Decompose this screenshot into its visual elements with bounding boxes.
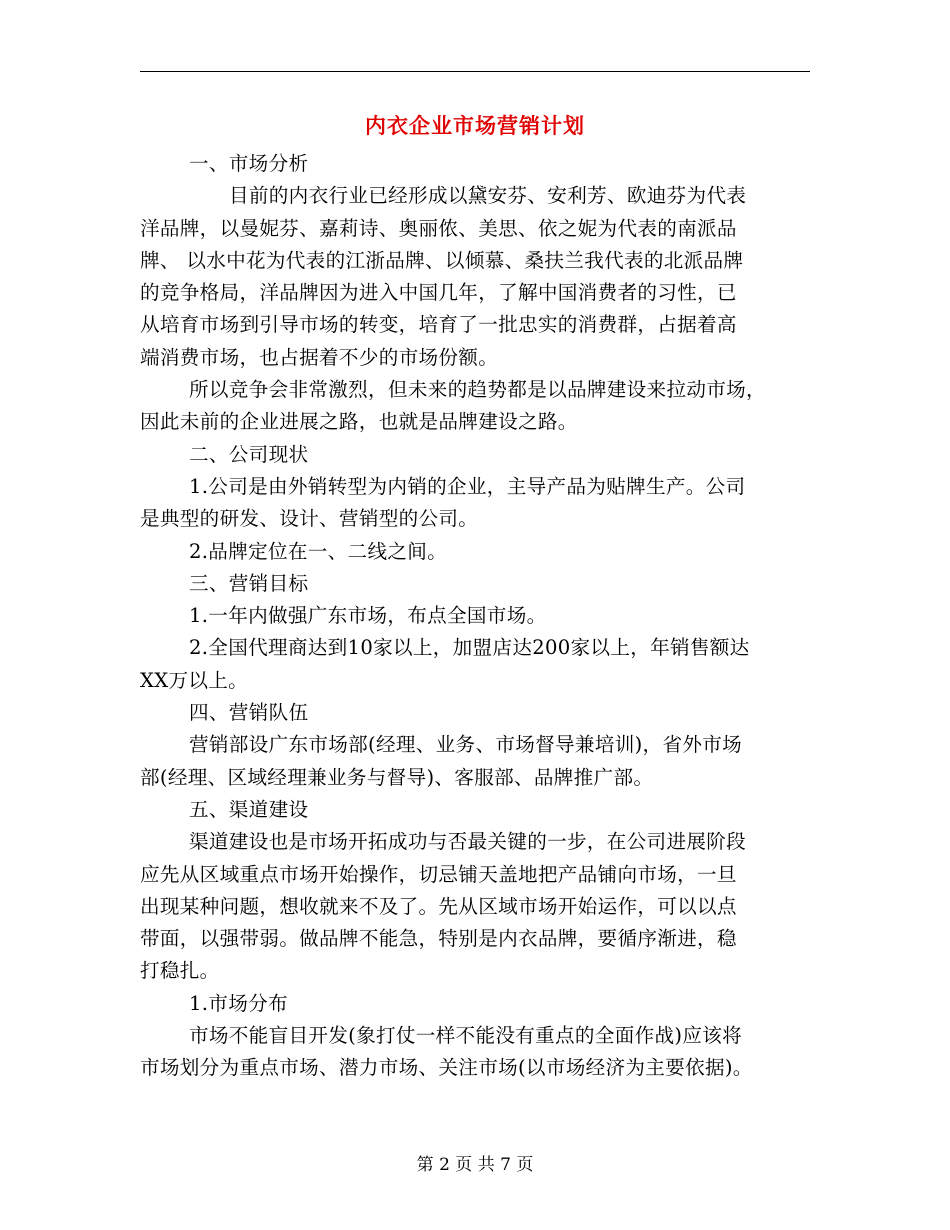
paragraph-line: 的竞争格局，洋品牌因为进入中国几年，了解中国消费者的习性，已 (140, 281, 737, 305)
paragraph-line: 是典型的研发、设计、营销型的公司。 (140, 507, 479, 531)
document-body (140, 148, 812, 1085)
paragraph-first-line: 营销部设广东市场部(经理、业务、市场督导兼培训)，省外市场 (189, 733, 743, 757)
document-title: 内衣企业市场营销计划 (365, 114, 585, 138)
paragraph-line: 洋品牌，以曼妮芬、嘉莉诗、奥丽侬、美思、依之妮为代表的南派品 (140, 216, 737, 240)
paragraph-first-line: 目前的内衣行业已经形成以黛安芬、安利芳、欧迪芬为代表 (229, 184, 747, 208)
paragraph-line: 市场划分为重点市场、潜力市场、关注市场(以市场经济为主要依据)。 (140, 1056, 753, 1080)
paragraph-first-line: 渠道建设也是市场开拓成功与否最关键的一步，在公司进展阶段 (189, 830, 747, 854)
paragraph-first-line: 三、营销目标 (189, 571, 309, 595)
page-footer: 第 2 页 共 7 页 (416, 1155, 534, 1175)
paragraph-line: 出现某种问题，想收就来不及了。先从区域市场开始运作，可以以点 (140, 894, 737, 918)
paragraph-line: 应先从区域重点市场开始操作，切忌铺天盖地把产品铺向市场，一旦 (140, 862, 737, 886)
paragraph-line: 因此未前的企业进展之路，也就是品牌建设之路。 (140, 410, 578, 434)
header-rule (140, 71, 810, 72)
paragraph-line: XX万以上。 (140, 668, 249, 692)
paragraph-first-line: 1.市场分布 (189, 991, 288, 1015)
paragraph-first-line: 所以竞争会非常激烈，但未来的趋势都是以品牌建设来拉动市场， (189, 378, 766, 402)
paragraph-first-line: 一、市场分析 (189, 152, 309, 175)
paragraph-first-line: 2.全国代理商达到10家以上，加盟店达200家以上，年销售额达 (189, 636, 750, 660)
paragraph-line: 端消费市场，也占据着不少的市场份额。 (140, 345, 499, 369)
paragraph-line: 牌、 以水中花为代表的江浙品牌、以倾慕、桑扶兰我代表的北派品牌 (140, 248, 744, 272)
paragraph-first-line: 2.品牌定位在一、二线之间。 (189, 539, 448, 563)
paragraph-line: 部(经理、区域经理兼业务与督导)、客服部、品牌推广部。 (140, 765, 654, 789)
paragraph-line: 从培育市场到引导市场的转变，培育了一批忠实的消费群，占据着高 (140, 313, 737, 337)
paragraph-line: 带面，以强带弱。做品牌不能急，特别是内衣品牌，要循序渐进，稳 (140, 927, 737, 951)
paragraph-first-line: 1.一年内做强广东市场，布点全国市场。 (189, 604, 547, 628)
paragraph-first-line: 1.公司是由外销转型为内销的企业，主导产品为贴牌生产。公司 (189, 474, 746, 498)
paragraph-first-line: 四、营销队伍 (189, 701, 309, 725)
paragraph-first-line: 市场不能盲目开发(象打仗一样不能没有重点的全面作战)应该将 (189, 1024, 743, 1048)
paragraph-first-line: 五、渠道建设 (189, 797, 309, 821)
paragraph-first-line: 二、公司现状 (189, 442, 309, 466)
paragraph-line: 打稳扎。 (140, 959, 220, 983)
